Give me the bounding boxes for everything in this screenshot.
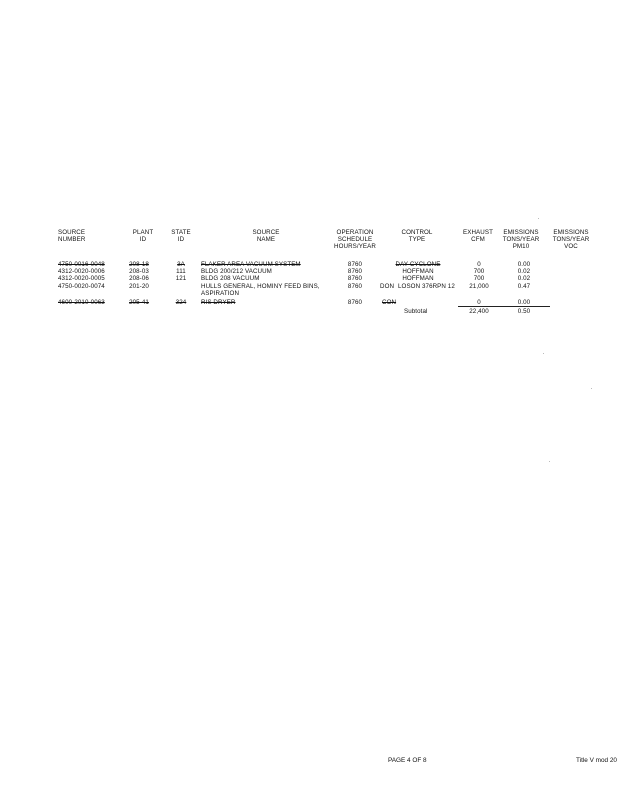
subtotal-rule: [458, 306, 550, 307]
header-emissions-voc: EMISSIONS TONS/YEAR VOC: [552, 229, 590, 250]
table-cell-source-number: 4600-2010-0063: [58, 299, 105, 306]
table-cell-cfm: 0: [477, 261, 481, 268]
table-cell-source-number: 4750-0020-0074: [58, 283, 105, 290]
table-cell-cfm: 700: [473, 275, 485, 282]
table-cell-schedule: 8760: [347, 261, 363, 268]
table-cell-source-name: FLAKER AREA VACUUM SYSTEM: [201, 261, 301, 268]
table-cell-cfm: 0: [477, 299, 481, 306]
table-cell-pm10: 0.02: [517, 275, 531, 282]
scan-speck: [543, 353, 544, 354]
table-cell-pm10: 0.00: [517, 261, 531, 268]
table-cell-source-name: BLDG 200/212 VACUUM: [201, 268, 272, 275]
table-cell-control: HOFFMAN: [402, 275, 434, 282]
table-cell-plant-id: 208-06: [129, 275, 149, 282]
page-number: PAGE 4 OF 8: [388, 757, 427, 764]
scan-speck: [591, 388, 592, 389]
table-cell-pm10: 0.47: [517, 283, 531, 290]
header-source-name: SOURCE NAME: [252, 229, 280, 243]
table-cell-pm10: 0.02: [517, 268, 531, 275]
table-cell-plant-id: 201-20: [129, 283, 149, 290]
document-label: Title V mod 20: [576, 757, 617, 764]
table-cell-control: HOFFMAN: [402, 268, 434, 275]
table-cell-state-id: 3A: [177, 261, 185, 268]
table-cell-state-id: 121: [175, 275, 187, 282]
table-cell-plant-id: 208-18: [129, 261, 149, 268]
table-cell-cfm: 700: [473, 268, 485, 275]
scan-speck: [538, 218, 539, 219]
table-cell-plant-id: 205-41: [129, 299, 149, 306]
header-emissions-pm10: EMISSIONS TONS/YEAR PM10: [502, 229, 540, 250]
table-cell-cfm: 21,000: [469, 283, 489, 290]
subtotal-pm10: 0.50: [517, 308, 531, 315]
header-source-number: SOURCE NUMBER: [58, 229, 86, 243]
table-cell-schedule: 8760: [347, 268, 363, 275]
emissions-table: [0, 0, 618, 330]
table-cell-schedule: 8760: [347, 299, 363, 306]
scan-speck: [549, 461, 550, 462]
header-operation-schedule: OPERATION SCHEDULE HOURS/YEAR: [334, 229, 376, 250]
table-cell-state-id: 111: [176, 268, 186, 275]
table-cell-control: CON: [382, 299, 397, 306]
table-cell-source-number: 4750-0016-0048: [58, 261, 105, 268]
header-plant-id: PLANT ID: [132, 229, 154, 243]
table-cell-schedule: 8760: [347, 283, 363, 290]
table-cell-state-id: 324: [175, 299, 187, 306]
table-cell-pm10: 0.00: [517, 299, 531, 306]
table-cell-qualifier: DON: [380, 283, 395, 290]
table-cell-schedule: 8760: [347, 275, 363, 282]
table-cell-source-number: 4312-0020-0006: [58, 268, 105, 275]
table-cell-source-name: BLDG 208 VACUUM: [201, 275, 260, 282]
table-cell-source-name-cont: ASPIRATION: [201, 290, 240, 297]
table-cell-source-name: HULLS GENERAL, HOMINY FEED BINS,: [201, 283, 320, 290]
table-cell-plant-id: 208-03: [129, 268, 149, 275]
table-cell-control: DAY CYCLONE: [395, 261, 441, 268]
subtotal-cfm: 22,400: [469, 308, 489, 315]
subtotal-label: Subtotal: [404, 308, 428, 315]
header-state-id: STATE ID: [171, 229, 191, 243]
header-control-type: CONTROL TYPE: [401, 229, 433, 243]
table-cell-source-number: 4312-0020-0005: [58, 275, 105, 282]
table-cell-source-name: RIS DRYER: [201, 299, 236, 306]
table-cell-control: LOSON 376RPN 12: [398, 283, 455, 290]
header-exhaust-cfm: EXHAUST CFM: [463, 229, 493, 243]
